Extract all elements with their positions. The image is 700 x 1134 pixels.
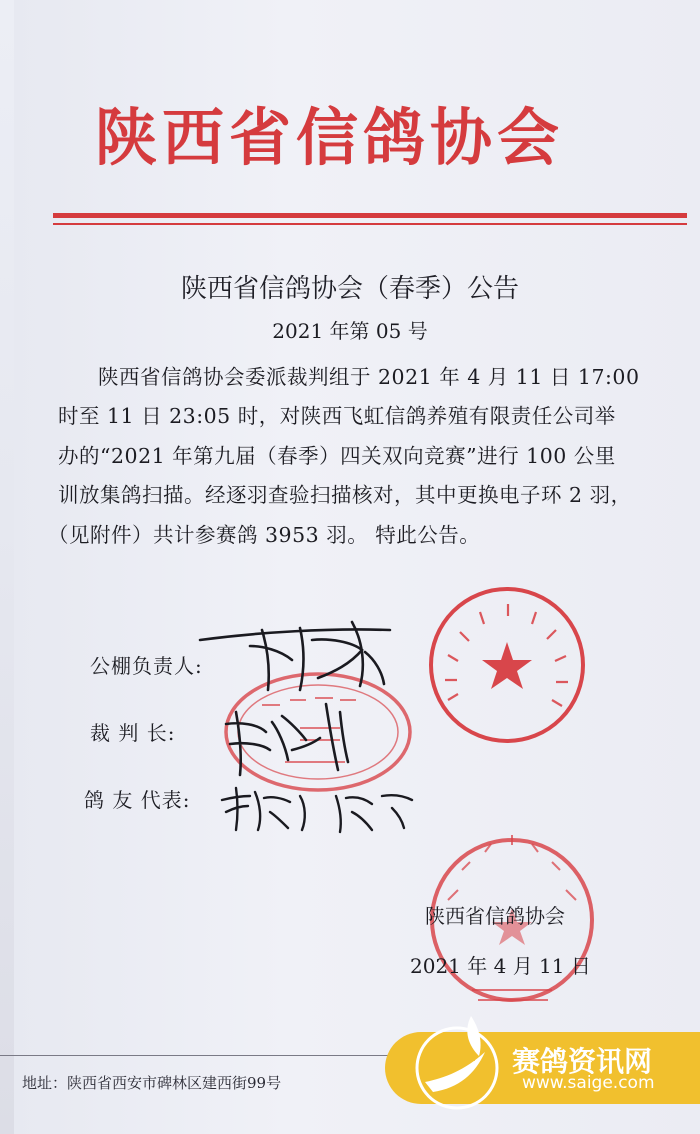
document-number: 2021 年第 05 号 (272, 319, 428, 343)
footer-address: 地址：陕西省西安市碑林区建西街99号 (22, 1074, 282, 1092)
body-line-4: 训放集鸽扫描。经逐羽查验扫描核对，其中更换电子环 2 羽， (58, 483, 632, 507)
pigeon-logo-icon (405, 1008, 515, 1118)
body-line-2: 时至 11 日 23:05 时，对陕西飞虹信鸽养殖有限责任公司举 (58, 404, 616, 428)
announcement-title: 陕西省信鸽协会（春季）公告 (180, 274, 519, 304)
letterhead-title: 陕西省信鸽协会 (95, 101, 565, 174)
loft-manager-label: 公棚负责人: (90, 654, 203, 678)
issuer-name: 陕西省信鸽协会 (425, 904, 565, 928)
chief-referee-label: 裁 判 长: (90, 721, 176, 745)
fancier-representative-label: 鸽 友 代表: (84, 788, 191, 812)
body-line-3: 办的“2021 年第九届（春季）四关双向竞赛”进行 100 公里 (58, 444, 616, 468)
body-line-5: （见附件）共计参赛鸽 3953 羽。 特此公告。 (48, 523, 481, 547)
watermark-url: www.saige.com (522, 1073, 655, 1093)
issue-date: 2021 年 4 月 11 日 (410, 954, 591, 978)
body-line-1: 陕西省信鸽协会委派裁判组于 2021 年 4 月 11 日 17:00 (98, 365, 640, 389)
watermark-site-name: 赛鸽资讯网 (512, 1045, 653, 1078)
